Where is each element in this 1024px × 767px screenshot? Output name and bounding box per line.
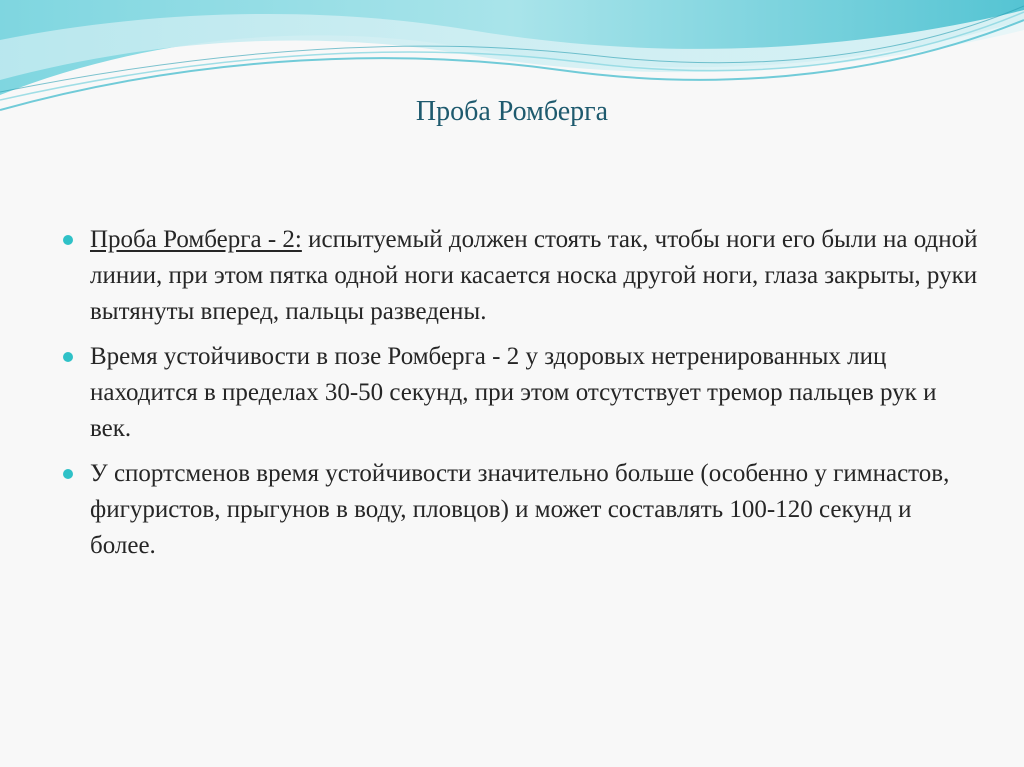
bullet-dot-icon (63, 352, 73, 362)
bullet-text: испытуемый должен стоять так, чтобы ноги его были на одной линии, при этом пятка одной ноги касается носка другой ноги, глаза закрыты, руки вытянуты вперед, пальцы разведены. (90, 226, 978, 325)
slide-title: Проба Ромберга (415, 96, 609, 127)
bullet-text: Время устойчивости в позе Ромберга - 2 у здоровых нетренированных лиц находится в пределах 30-50 секунд, при этом отсутствует тремор пальцев рук и век. (90, 343, 937, 442)
bullet-item (60, 339, 980, 447)
bullet-lead-underlined: Проба Ромберга - 2: (90, 226, 302, 253)
bullet-list (60, 222, 980, 573)
bullet-item (60, 456, 980, 564)
bullet-item (60, 222, 980, 330)
bullet-dot-icon (63, 469, 73, 479)
bullet-dot-icon (63, 235, 73, 245)
bullet-text: У спортсменов время устойчивости значительно больше (особенно у гимнастов, фигуристов, прыгунов в воду, пловцов) и может составлять 100-120 секунд и более. (90, 460, 950, 559)
